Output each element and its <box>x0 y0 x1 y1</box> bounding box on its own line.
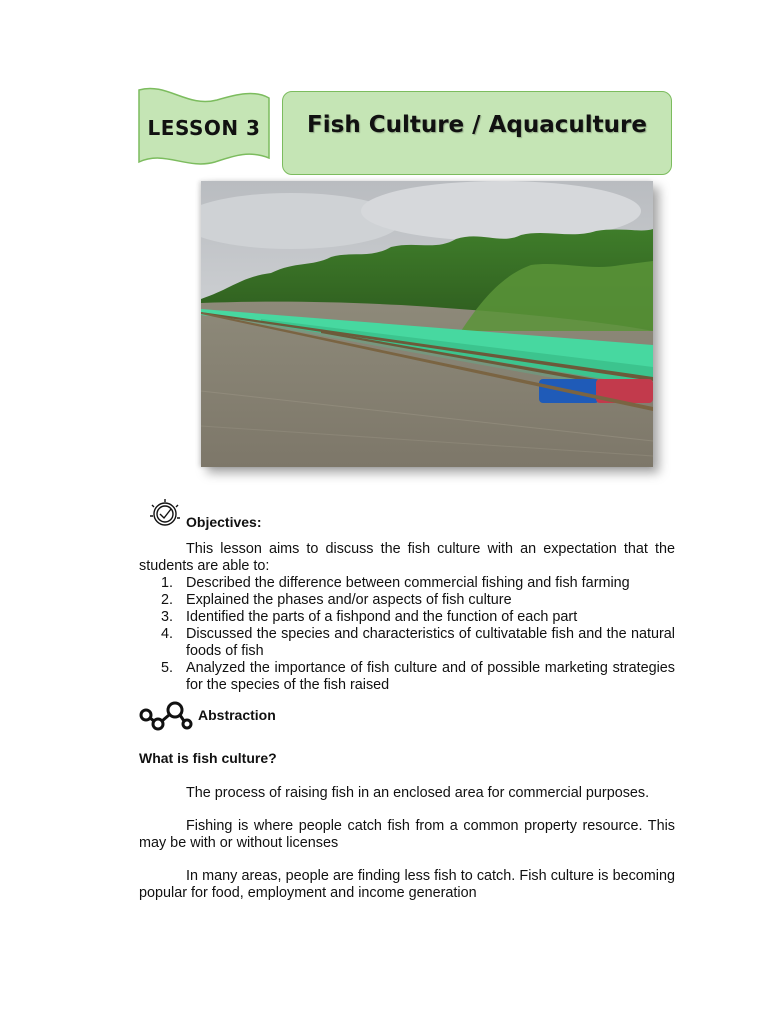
lesson-label: LESSON 3 <box>147 116 261 140</box>
list-item <box>139 626 675 660</box>
list-item <box>139 609 675 626</box>
list-item <box>139 592 675 609</box>
list-text: Described the difference between commercial fishing and fish farming <box>186 575 630 591</box>
question-heading: What is fish culture? <box>139 750 277 766</box>
checkmark-badge-icon <box>146 496 182 537</box>
list-number: 4. <box>161 626 174 642</box>
fish-cage-river-photo <box>201 181 653 467</box>
list-item <box>139 660 675 694</box>
molecule-nodes-icon <box>139 700 193 739</box>
objectives-heading: Objectives: <box>186 514 262 530</box>
list-text: Identified the parts of a fishpond and the function of each part <box>186 609 578 625</box>
lesson-banner <box>137 86 271 168</box>
abstraction-heading: Abstraction <box>198 707 276 723</box>
list-number: 5. <box>161 660 174 676</box>
title-box <box>282 91 672 175</box>
page-title: Fish Culture / Aquaculture <box>307 112 647 138</box>
paragraph: The process of raising fish in an enclosed area for commercial purposes. <box>186 785 650 801</box>
fish-cage-photo <box>201 181 653 467</box>
paragraph: Fishing is where people catch fish from a common property resource. This may be with or without licenses <box>139 818 675 851</box>
list-number: 3. <box>161 609 174 625</box>
list-text: Explained the phases and/or aspects of fish culture <box>186 592 512 608</box>
list-text: Analyzed the importance of fish culture and of possible marketing strategies for the species of the fish raised <box>186 660 675 693</box>
list-text: Discussed the species and characteristics of cultivatable fish and the natural foods of fish <box>186 626 675 659</box>
objectives-list <box>139 575 675 694</box>
list-number: 1. <box>161 575 174 591</box>
list-item <box>139 575 675 592</box>
list-number: 2. <box>161 592 174 608</box>
paragraph: In many areas, people are finding less fish to catch. Fish culture is becoming popular for food, employment and income generation <box>139 868 675 901</box>
objectives-intro: This lesson aims to discuss the fish culture with an expectation that the students are able to: <box>139 541 675 574</box>
